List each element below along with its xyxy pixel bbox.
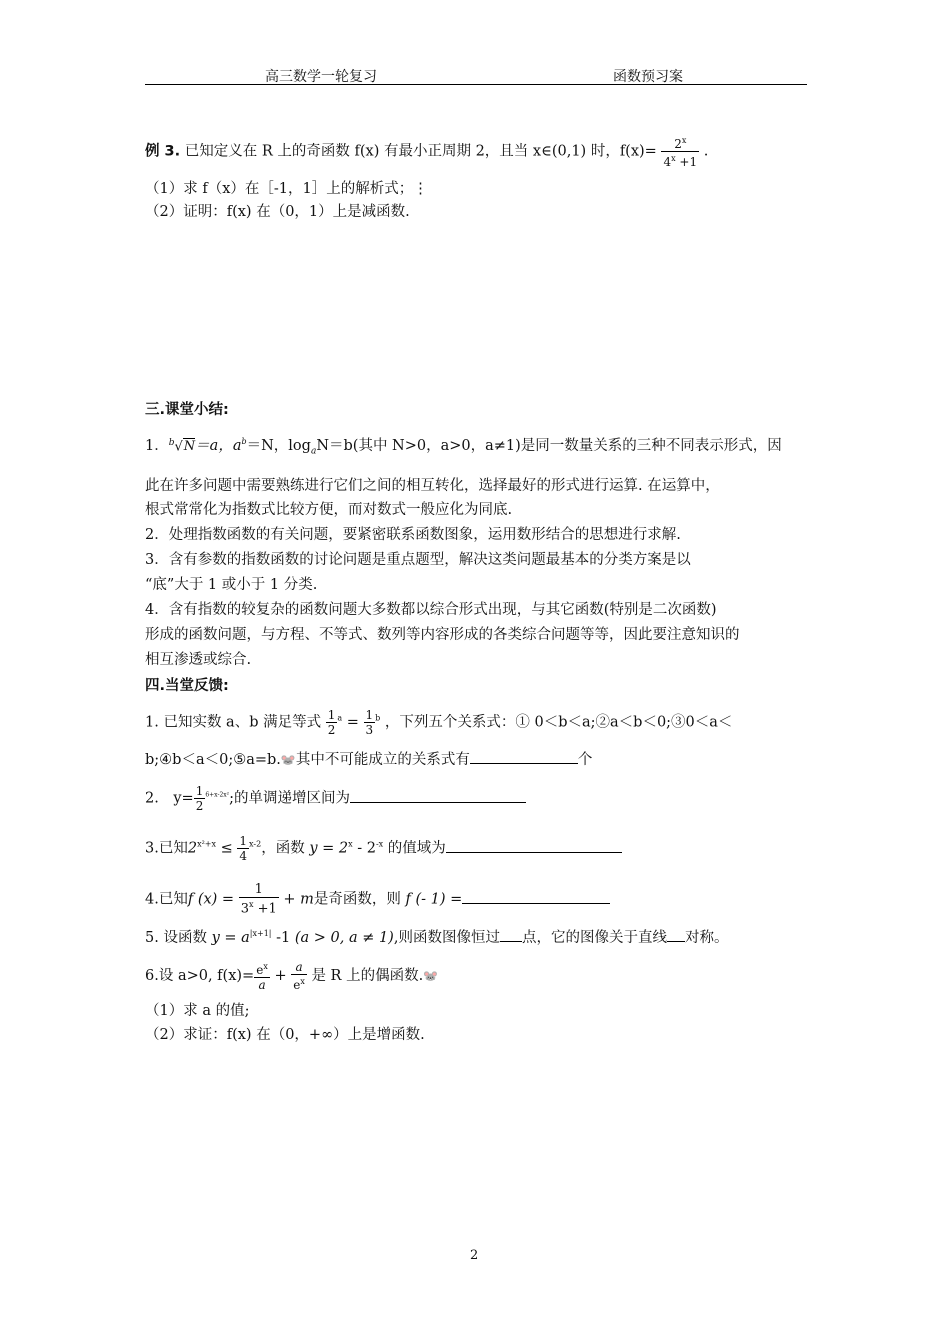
q1-exp-a: a [337, 713, 343, 723]
q6-frac1-num-exp: x [263, 962, 268, 971]
q3-text-a: 3.已知 [145, 840, 188, 857]
feedback-q6-part-2: （2）求证：f(x) 在（0，+∞）上是增函数. [145, 1027, 425, 1043]
summary-point-1-line-2: 此在许多问题中需要熟练进行它们之间的相互转化，选择最好的形式进行运算. 在运算中， [145, 478, 720, 494]
q5-exp: |x+1| [249, 929, 272, 938]
q4-plus-m: + m [283, 891, 314, 908]
q1-text-a: 1. 已知实数 a、b 满足等式 [145, 714, 322, 731]
q3-exp-4: -x [375, 839, 384, 849]
nth-root: $^b$√N [168, 437, 196, 454]
q1-frac1-den: 2 [327, 723, 336, 737]
header-section-title: 函数预习案 [613, 69, 683, 85]
feedback-q1-line-2 [145, 749, 592, 770]
q6-plus: + [274, 968, 287, 984]
q3-minus: - 2 [352, 840, 376, 857]
q1-fraction-1 [326, 708, 338, 737]
mouse-icon: 🐭 [423, 969, 439, 983]
q2-text-b: ;的单调递增区间为 [229, 790, 350, 807]
summary-point-2: 2．处理指数函数的有关问题，要紧密联系函数图象，运用数形结合的思想进行求解. [145, 527, 681, 543]
frac-denominator-exp: x [671, 154, 676, 163]
example3-statement [145, 134, 708, 169]
q1-exp-b: b [375, 713, 381, 723]
feedback-q4 [145, 883, 610, 916]
q4-frac-num: 1 [254, 882, 263, 897]
q3-base: 2 [187, 840, 198, 857]
q1-equals: = [346, 714, 359, 731]
q1-text-b: ，下列五个关系式：① 0＜b＜a;②a＜b＜0;③0＜a＜ [384, 714, 733, 731]
q6-fraction-1 [254, 960, 270, 992]
summary-point-4-line-1: 4．含有指数的较复杂的函数问题大多数都以综合形式出现，与其它函数(特别是二次函数) [145, 602, 717, 618]
q4-f-neg-one: f (- 1) = [405, 891, 463, 908]
q5-text-c: ,则函数图像恒过 [393, 929, 500, 946]
q2-exp: 6+x-2x² [205, 791, 230, 799]
q5-line-blank[interactable] [667, 927, 685, 942]
q2-answer-blank[interactable] [350, 788, 526, 803]
q1-line2-text: b;④b＜a＜0;⑤a=b. [145, 752, 281, 768]
q1-fraction-2 [364, 708, 376, 737]
q3-frac-num: 1 [239, 834, 248, 848]
summary-heading: 三.课堂小结: [145, 402, 229, 418]
summary-point-4-line-3: 相互渗透或综合. [145, 652, 252, 668]
q4-fraction [239, 883, 279, 916]
feedback-q1 [145, 708, 732, 737]
q5-condition: (a > 0, a ≠ 1) [294, 929, 394, 946]
feedback-heading: 四.当堂反馈: [145, 678, 229, 694]
page-number: 2 [470, 1248, 479, 1263]
q6-text-a: 6.设 a>0, f(x)= [145, 968, 255, 984]
q5-function: y = a [211, 929, 250, 946]
q2-frac-num: 1 [195, 784, 204, 798]
header-course-title: 高三数学一轮复习 [265, 69, 377, 85]
summary-p1-number: 1． [145, 437, 169, 454]
q4-answer-blank[interactable] [462, 889, 610, 904]
frac-denominator: 4 [663, 155, 672, 169]
q5-minus-one: -1 [271, 929, 291, 946]
q5-text-a: 5. 设函数 [145, 929, 207, 946]
q3-frac-den: 4 [239, 849, 248, 863]
frac-numerator: 2 [674, 137, 682, 151]
q1-tail: 其中不可能成立的关系式有 [295, 752, 470, 768]
summary-p1-a: ＝a，a [195, 437, 242, 454]
q1-frac1-num: 1 [327, 708, 336, 722]
example3-text: 已知定义在 R 上的奇函数 f(x) 有最小正周期 2，且当 x∈(0,1) 时，f(x)= [184, 143, 657, 160]
feedback-q5 [145, 924, 728, 948]
q3-le: ≤ [220, 840, 233, 857]
q6-frac2-num: a [295, 960, 303, 974]
q3-exp-1: x²+x [197, 839, 217, 849]
q5-point-blank[interactable] [500, 927, 522, 942]
q6-frac1-den: a [254, 977, 270, 992]
example3-question-1: （1）求 f（x）在［-1，1］上的解析式；⋮ [145, 181, 428, 197]
q5-text-e: 对称。 [684, 929, 729, 946]
q1-frac2-den: 3 [365, 723, 374, 737]
q1-end: 个 [577, 752, 593, 768]
q3-answer-blank[interactable] [446, 838, 622, 853]
q5-text-d: 点，它的图像关于直线 [521, 929, 667, 946]
frac-denominator-tail: +1 [675, 155, 698, 169]
summary-point-1 [145, 432, 782, 462]
header-divider [145, 84, 807, 85]
q3-function: y = 2 [309, 840, 349, 857]
summary-point-1-line-3: 根式常常化为指数式比较方便，而对数式一般应化为同底. [145, 502, 513, 518]
example3-label: 例 3. [145, 143, 181, 160]
q4-frac-den-tail: +1 [253, 901, 277, 917]
summary-point-3-line-2: “底”大于 1 或小于 1 分类. [145, 577, 318, 593]
root-index: b [168, 437, 175, 448]
q4-frac-den-exp: x [248, 900, 254, 909]
q2-fraction [194, 784, 206, 813]
q6-frac1-num: e [256, 963, 264, 977]
q2-text-a: 2. y= [145, 790, 194, 807]
summary-p1-exp: b [241, 437, 247, 446]
q6-text-b: 是 R 上的偶函数. [311, 968, 424, 984]
q3-text-b: ，函数 [261, 840, 305, 857]
example3-fraction [661, 134, 699, 169]
q4-text-a: 4.已知 [145, 891, 188, 908]
q4-text-b: 是奇函数，则 [313, 891, 401, 908]
q4-frac-den: 3 [240, 901, 249, 917]
summary-p1-b: ＝N，log [246, 437, 311, 454]
q6-frac2-den-exp: x [300, 977, 305, 986]
summary-p1-c: N＝b(其中 N>0，a>0，a≠1)是同一数量关系的三种不同表示形式，因 [316, 437, 782, 454]
q4-f: f (x) = [187, 891, 235, 908]
summary-p1-log-base: a [310, 446, 317, 457]
q1-frac2-num: 1 [365, 708, 374, 722]
q2-frac-den: 2 [195, 799, 204, 813]
frac-numerator-exp: x [681, 136, 687, 145]
q3-fraction [237, 834, 249, 863]
q3-exp-3: x [348, 839, 353, 849]
feedback-q6 [145, 960, 438, 992]
feedback-q3 [145, 834, 622, 863]
summary-point-4-line-2: 形成的函数问题，与方程、不等式、数列等内容形成的各类综合问题等等，因此要注意知识的 [145, 627, 740, 643]
feedback-q6-part-1: （1）求 a 的值; [145, 1003, 250, 1019]
example3-end: . [703, 143, 709, 160]
mouse-icon: 🐭 [280, 753, 296, 767]
q1-answer-blank[interactable] [470, 749, 578, 764]
q3-exp-2: x-2 [249, 839, 262, 849]
summary-point-3-line-1: 3．含有参数的指数函数的讨论问题是重点题型，解决这类问题最基本的分类方案是以 [145, 552, 691, 568]
q6-fraction-2 [291, 960, 307, 992]
root-radicand: N [183, 438, 196, 454]
feedback-q2 [145, 784, 526, 813]
example3-question-2: （2）证明：f(x) 在（0，1）上是减函数. [145, 204, 410, 220]
q3-text-c: 的值域为 [387, 840, 446, 857]
q6-frac2-den: e [293, 978, 301, 992]
